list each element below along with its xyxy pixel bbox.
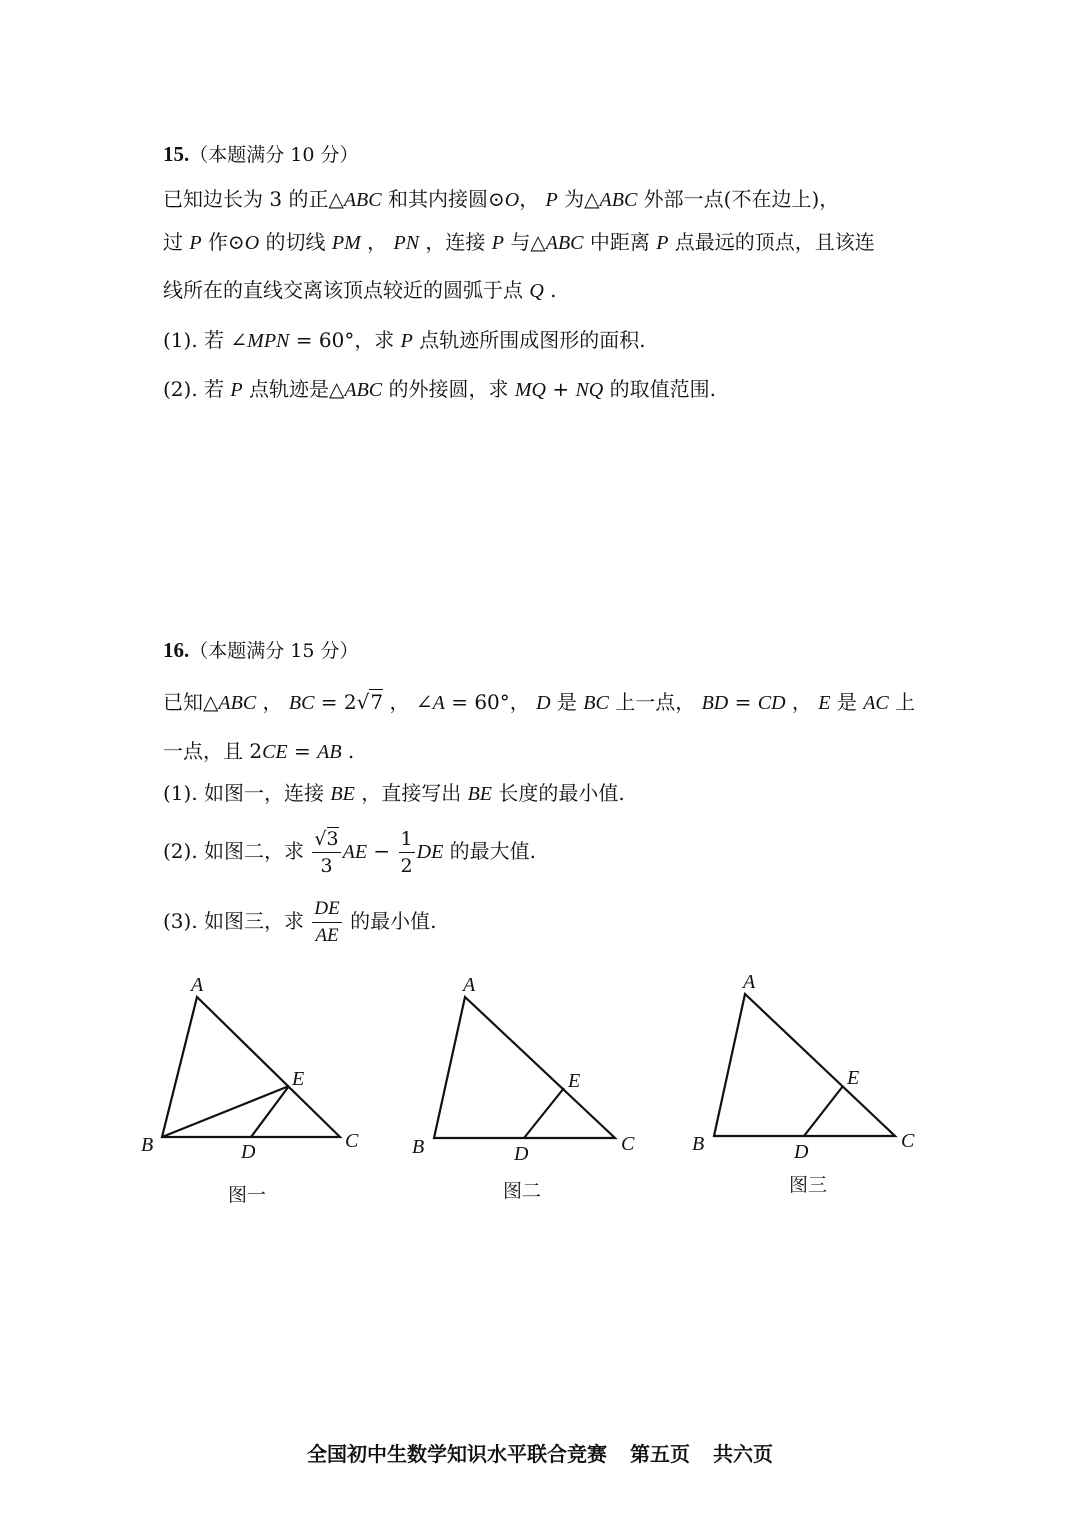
fig3-label-d: D [794, 1141, 809, 1163]
q15-number: 15. [163, 142, 190, 166]
fig2-label-d: D [514, 1143, 529, 1165]
page-footer [0, 1438, 1080, 1467]
fig3-label-a: A [743, 971, 756, 993]
q15-line2: 过 P 作⊙O 的切线 PM ， PN ，连接 P 与△ABC 中距离 P 点最远的顶点，且该连 [163, 230, 875, 254]
figure-2-caption: 图二 [503, 1180, 542, 1202]
q15-part1: (1). 若 ∠MPN = 60°，求 P 点轨迹所围成图形的面积. [163, 328, 646, 352]
q16-part2: (2). 如图二，求 $\frac{√3}{3}$ AE − $\frac{1}{2}$ DE 的最大值. [163, 828, 537, 877]
fig1-label-e: E [292, 1068, 305, 1090]
figure-1 [162, 997, 340, 1137]
fig1-label-b: B [141, 1134, 154, 1156]
fig3-label-e: E [847, 1067, 860, 1089]
q15-line3: 线所在的直线交离该顶点较近的圆弧于点 Q . [163, 278, 557, 302]
q16-points: （本题满分 15 分） [189, 640, 359, 662]
fig2-label-a: A [463, 974, 476, 996]
footer-total: 共六页 [712, 1442, 773, 1466]
fig1-label-a: A [191, 974, 204, 996]
q16-header [163, 636, 359, 663]
fig1-label-d: D [241, 1141, 256, 1163]
figure-2 [434, 997, 615, 1138]
q16-number: 16. [163, 638, 190, 662]
q15-points: （本题满分 10 分） [189, 144, 359, 166]
q15-header [163, 140, 359, 167]
footer-page: 第五页 [630, 1442, 690, 1466]
q15-part2: (2). 若 P 点轨迹是△ABC 的外接圆，求 MQ + NQ 的取值范围. [163, 377, 716, 401]
fig2-label-c: C [621, 1133, 635, 1155]
figure-3 [714, 994, 895, 1136]
fig2-label-e: E [568, 1070, 581, 1092]
footer-contest: 全国初中生数学知识水平联合竞赛 [307, 1442, 608, 1466]
fig3-label-c: C [901, 1130, 915, 1152]
fig1-label-c: C [345, 1130, 359, 1152]
q16-line2: 一点，且 2CE = AB . [163, 739, 355, 763]
fig3-label-b: B [692, 1133, 705, 1155]
q16-line1: 已知△ABC ， BC = 2√7 ， ∠A = 60°， D 是 BC 上一点， BD = CD ， E 是 AC 上 [163, 690, 916, 714]
fig2-label-b: B [412, 1136, 425, 1158]
q15-line1: 已知边长为 3 的正△ABC 和其内接圆⊙O， P 为△ABC 外部一点(不在边上)， [163, 187, 840, 211]
figure-1-caption: 图一 [228, 1184, 267, 1206]
figure-3-caption: 图三 [789, 1174, 828, 1196]
q16-part1: (1). 如图一，连接 BE ，直接写出 BE 长度的最小值. [163, 781, 625, 805]
q16-part3: (3). 如图三，求 $\frac{DE}{AE}$ 的最小值. [163, 898, 437, 946]
